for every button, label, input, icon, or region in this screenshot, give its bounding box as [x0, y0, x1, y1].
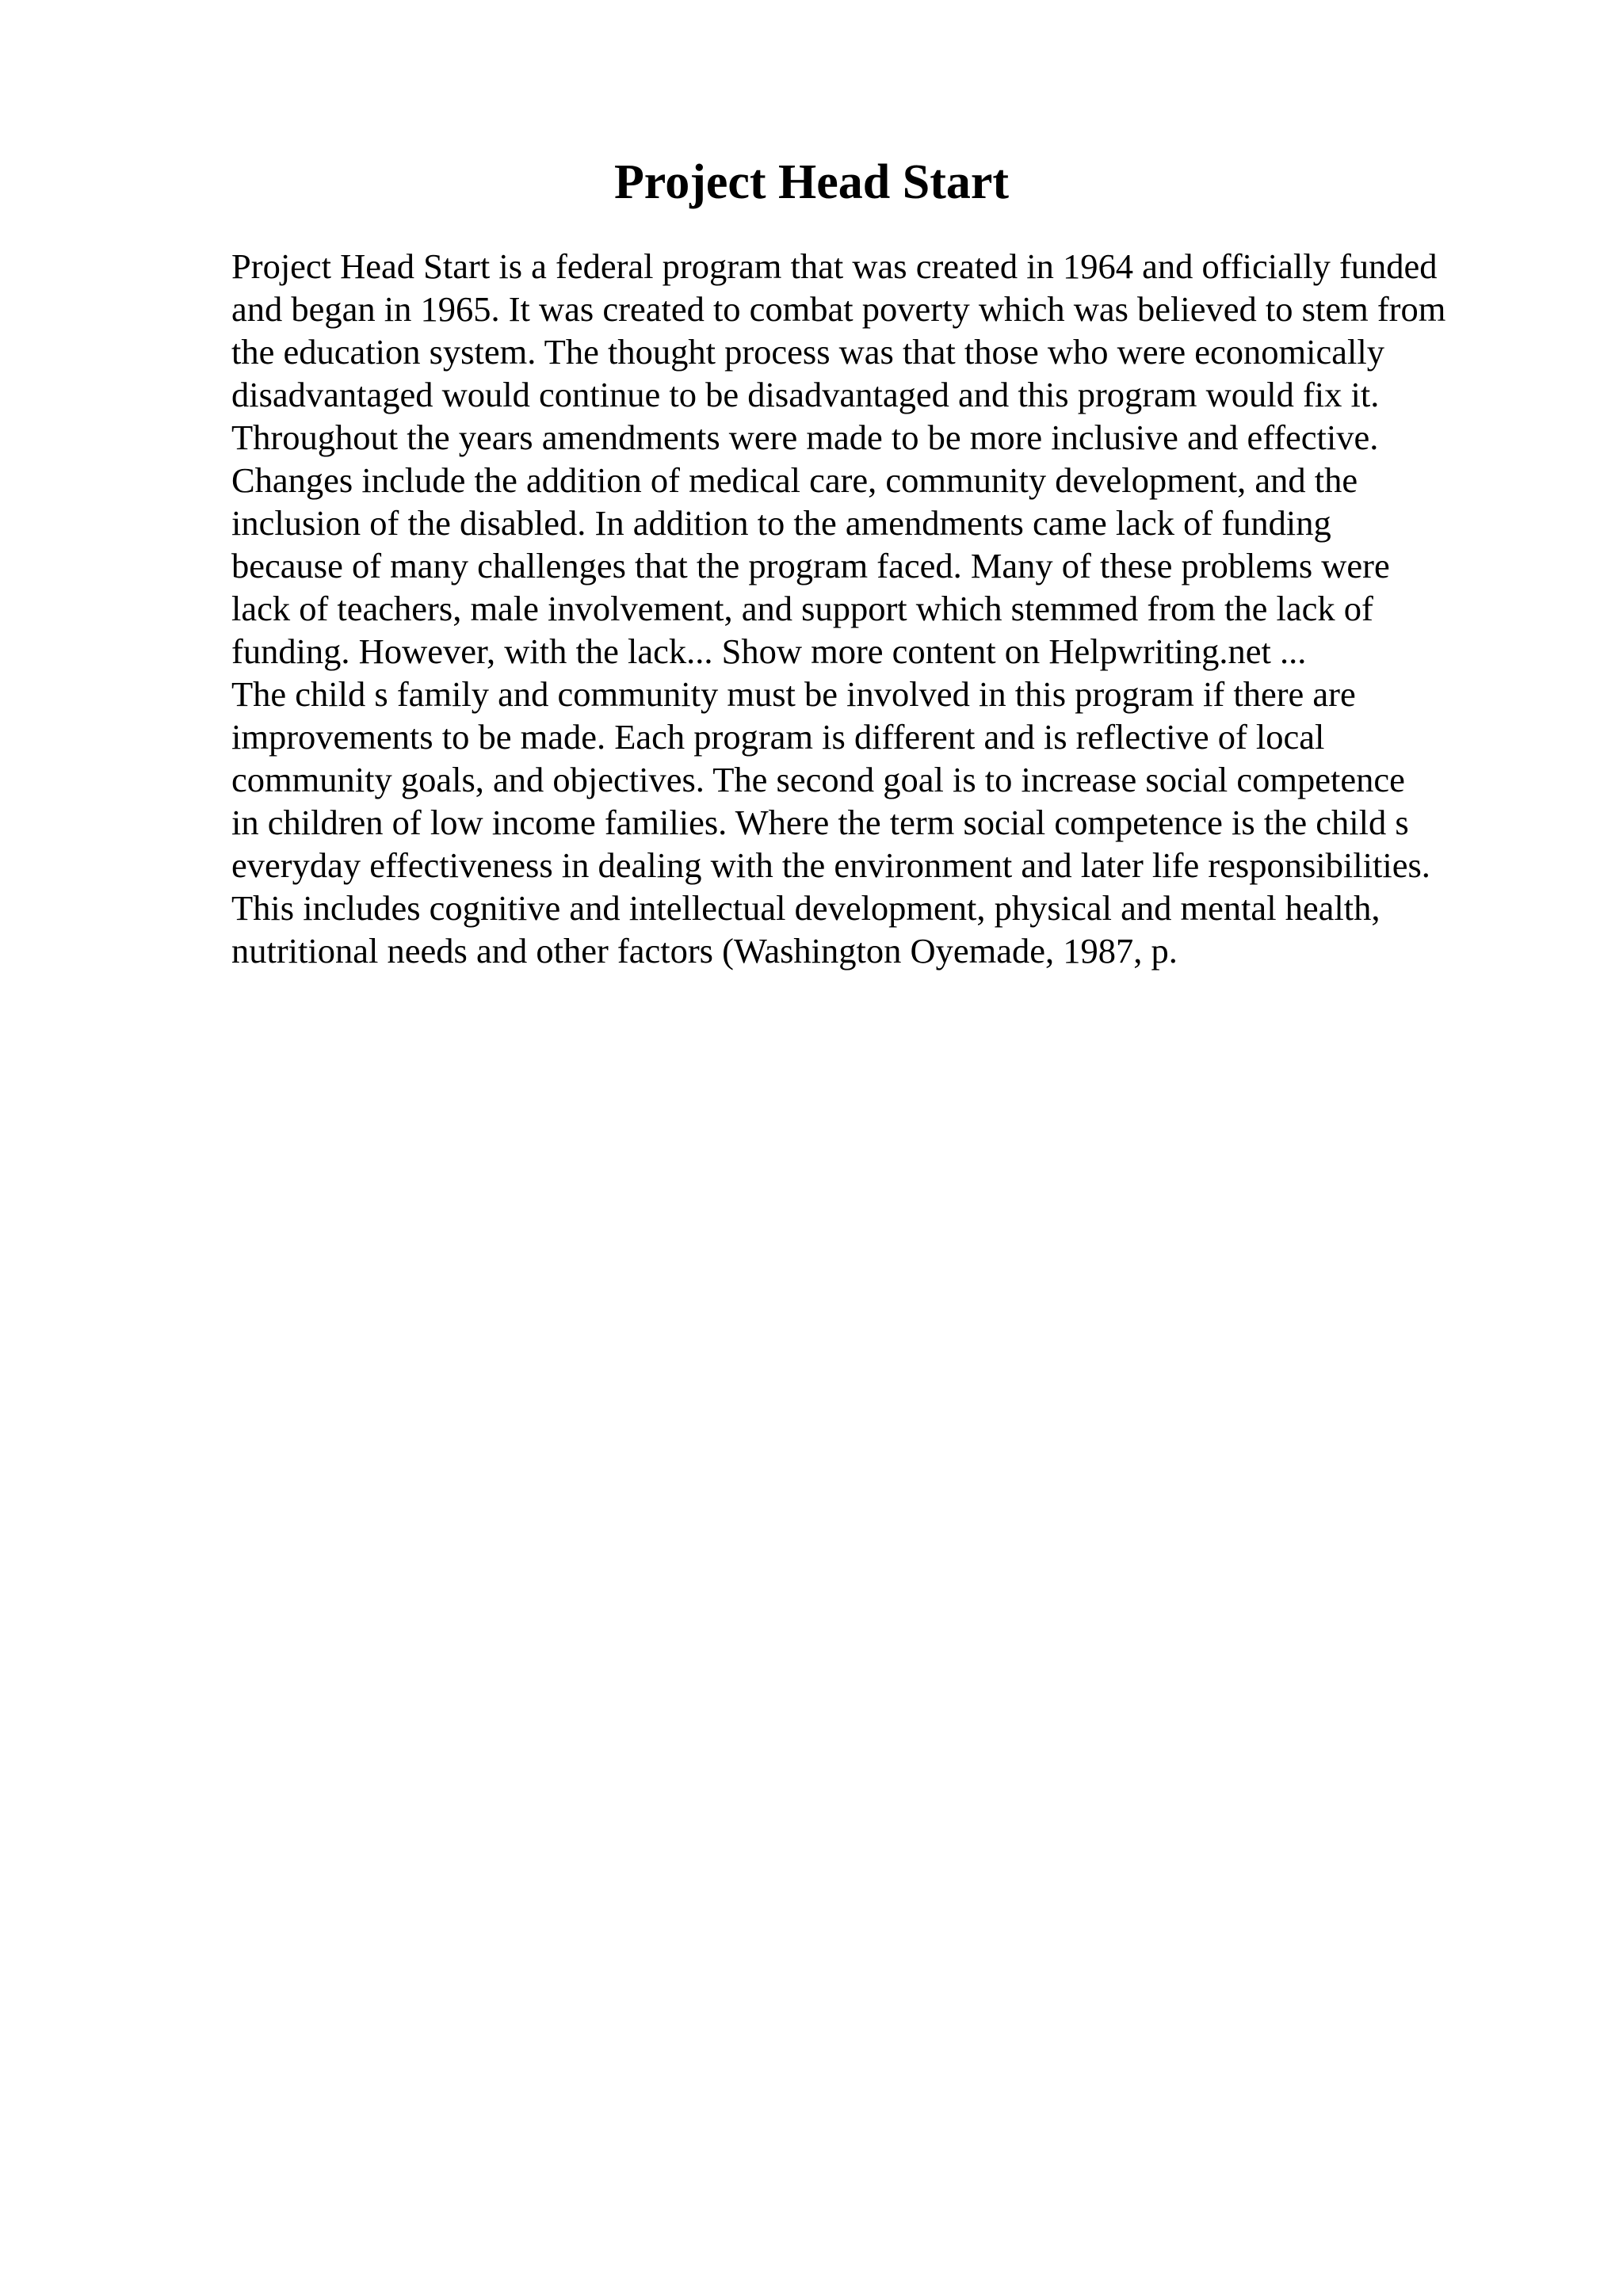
text-line: and began in 1965. It was created to combat poverty which was believed to stem from — [231, 289, 1446, 329]
text-line: inclusion of the disabled. In addition to the amendments came lack of funding — [231, 503, 1331, 543]
text-line: in children of low income families. Where the term social competence is the child s — [231, 803, 1409, 842]
text-line: The child s family and community must be involved in this program if there are — [231, 674, 1356, 714]
text-line: lack of teachers, male involvement, and support which stemmed from the lack of — [231, 589, 1373, 628]
text-line: the education system. The thought process was that those who were economically — [231, 332, 1384, 372]
text-line: Throughout the years amendments were made to be more inclusive and effective. — [231, 418, 1379, 457]
text-line: funding. However, with the lack... Show more content on Helpwriting.net ... — [231, 631, 1307, 671]
text-line: because of many challenges that the program faced. Many of these problems were — [231, 546, 1390, 585]
text-line: Changes include the addition of medical care, community development, and the — [231, 460, 1358, 500]
text-line: nutritional needs and other factors (Washington Oyemade, 1987, p. — [231, 931, 1178, 971]
text-line: Project Head Start is a federal program that was created in 1964 and officially funded — [231, 246, 1438, 286]
text-line: everyday effectiveness in dealing with the environment and later life responsibilities. — [231, 845, 1430, 885]
text-line: This includes cognitive and intellectual development, physical and mental health, — [231, 888, 1381, 928]
text-line: community goals, and objectives. The second goal is to increase social competence — [231, 760, 1405, 799]
text-line: disadvantaged would continue to be disadvantaged and this program would fix it. — [231, 375, 1380, 414]
body-text — [231, 245, 1594, 972]
text-line: improvements to be made. Each program is different and is reflective of local — [231, 717, 1325, 757]
page-title: Project Head Start — [613, 155, 1010, 209]
